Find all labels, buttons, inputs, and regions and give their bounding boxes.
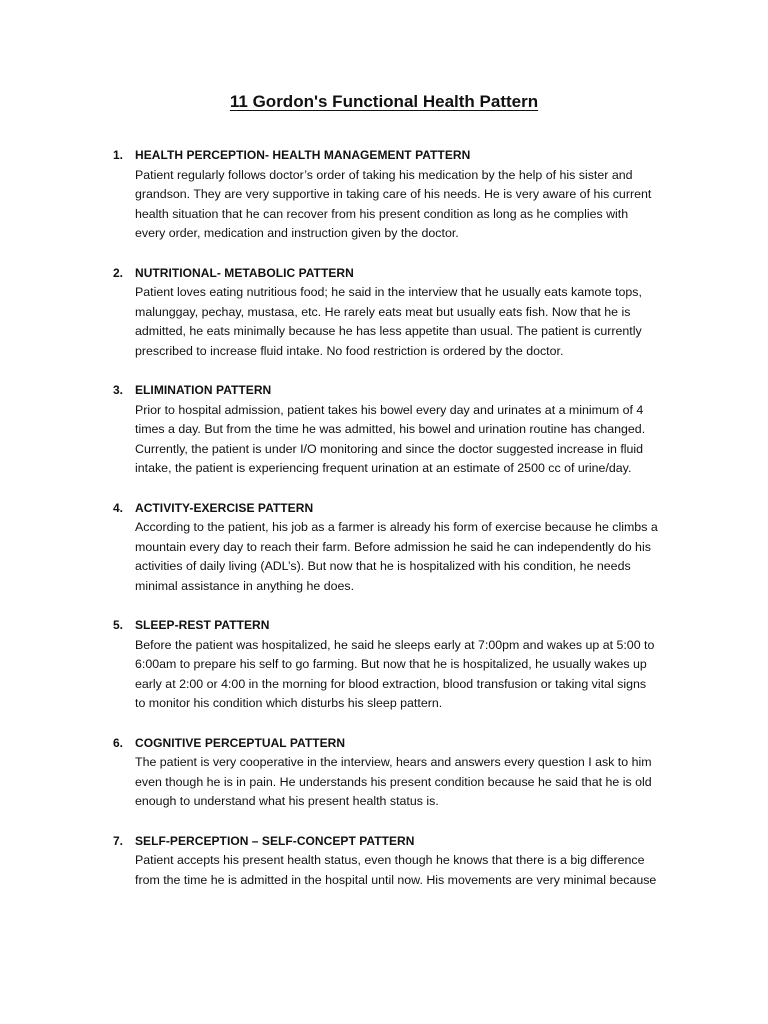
section-heading: SELF-PERCEPTION – SELF-CONCEPT PATTERN xyxy=(135,833,415,848)
section-heading: ELIMINATION PATTERN xyxy=(135,383,272,397)
pattern-section-self-perception xyxy=(109,832,679,891)
section-number: 7. xyxy=(113,833,124,848)
pattern-section-cognitive-perceptual xyxy=(109,734,679,812)
section-body: The patient is very cooperative in the interview, hears and answers every question I ask to him even though he is in pain. He understands his present condition because he said that he is old enough to understand what his present health status is. xyxy=(135,755,652,808)
section-heading: NUTRITIONAL- METABOLIC PATTERN xyxy=(135,265,354,280)
pattern-section-nutritional xyxy=(109,264,679,362)
section-number: 6. xyxy=(113,735,124,750)
section-body: Patient regularly follows doctor’s order of taking his medication by the help of his sister and grandson. They are very supportive in taking care of his needs. He is very aware of his current health situation that he can recover from his present condition as long as he complies with every order, medication and instruction given by the doctor. xyxy=(135,167,652,240)
pattern-section-activity-exercise xyxy=(109,499,679,597)
pattern-section-elimination xyxy=(109,381,679,479)
section-heading: SLEEP-REST PATTERN xyxy=(135,618,270,632)
document-title xyxy=(0,90,768,114)
document-title-text: 11 Gordon's Functional Health Pattern xyxy=(229,92,539,111)
pattern-section-health-perception xyxy=(109,146,679,244)
section-body: Patient loves eating nutritious food; he said in the interview that he usually eats kamote tops, malunggay, pechay, mustasa, etc. He rarely eats meat but usually eats fish. Now that he is admitted, he eats minimally because he has less appetite than usual. The patient is currently prescribed to increase fluid intake. No food restriction is ordered by the doctor. xyxy=(135,285,642,358)
section-heading: ACTIVITY-EXERCISE PATTERN xyxy=(135,500,314,515)
section-heading: COGNITIVE PERCEPTUAL PATTERN xyxy=(135,735,346,750)
section-body: According to the patient, his job as a farmer is already his form of exercise because he climbs a mountain every day to reach their farm. Before admission he said he can independently do his activities of daily living (ADL’s). But now that he is hospitalized with his condition, he needs minimal assistance in anything he does. xyxy=(135,520,658,593)
section-body: Prior to hospital admission, patient takes his bowel every day and urinates at a minimum of 4 times a day. But from the time he was admitted, his bowel and urination routine has changed. Currently, the patient is under I/O monitoring and since the doctor suggested increase in fluid intake, the patient is experiencing frequent urination at an estimate of 2500 cc of urine/day. xyxy=(135,402,646,475)
pattern-section-sleep-rest xyxy=(109,616,679,714)
pattern-list xyxy=(109,146,679,910)
section-body: Patient accepts his present health status, even though he knows that there is a big difference from the time he is admitted in the hospital until now. His movements are very minimal because xyxy=(135,853,657,887)
section-heading: HEALTH PERCEPTION- HEALTH MANAGEMENT PATTERN xyxy=(135,148,471,162)
section-number: 1. xyxy=(113,148,124,162)
section-number: 4. xyxy=(113,500,124,515)
section-number: 5. xyxy=(113,618,124,632)
section-body: Before the patient was hospitalized, he said he sleeps early at 7:00pm and wakes up at 5:00 to 6:00am to prepare his self to go farming. But now that he is hospitalized, he usually wakes up early at 2:00 or 4:00 in the morning for blood extraction, blood transfusion or taking vital signs to monitor his condition which disturbs his sleep pattern. xyxy=(135,637,655,710)
section-number: 3. xyxy=(113,383,124,397)
section-number: 2. xyxy=(113,265,124,280)
